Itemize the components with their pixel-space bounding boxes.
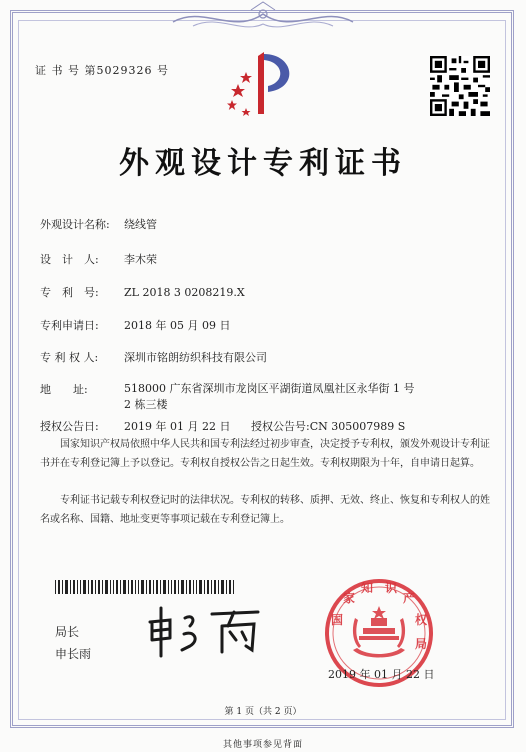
patent-number-value: ZL 2018 3 0208219.X	[124, 286, 245, 299]
pub-date-value: 2019 年 01 月 22 日	[124, 420, 231, 433]
filing-date-value: 2018 年 05 月 09 日	[124, 319, 231, 332]
pub-date-row	[40, 418, 230, 434]
legal-status-paragraph: 专利证书记载专利权登记时的法律状况。专利权的转移、质押、无效、终止、恢复和专利权人的姓名或名称、国籍、地址变更等事项记载在专利登记簿上。	[40, 495, 490, 525]
grant-paragraph: 国家知识产权局依照中华人民共和国专利法经过初步审查，决定授予专利权，颁发外观设计专利证书并在专利登记簿上予以登记。专利权自授权公告之日起生效。专利权期限为十年，自申请日起算。	[40, 439, 490, 469]
pub-date-label: 授权公告日:	[40, 420, 99, 433]
pub-number-label: 授权公告号:	[251, 420, 310, 433]
seal-char-7: 局	[415, 637, 428, 651]
filing-date-row	[40, 317, 230, 333]
address-label: 地 址:	[40, 383, 88, 396]
patentee-label: 专 利 权 人:	[40, 351, 99, 364]
address-line-1: 518000 广东省深圳市龙岗区平湖街道凤凰社区永华街 1 号	[124, 382, 415, 395]
seal-date: 2019 年 01 月 22 日	[328, 668, 435, 681]
seal-char-2: 家	[343, 591, 356, 605]
pub-number-row	[251, 418, 405, 434]
designer-label: 设 计 人:	[40, 253, 99, 266]
patent-office-logo	[224, 46, 304, 120]
page-number: 第 1 页（共 2 页）	[224, 707, 302, 717]
pub-number-value: CN 305007989 S	[309, 420, 406, 433]
address-value	[124, 381, 424, 413]
decorative-ornament	[163, 0, 363, 40]
patent-number-label: 专 利 号:	[40, 286, 99, 299]
certificate-title: 外观设计专利证书	[119, 146, 407, 181]
design-name-value: 绕线管	[124, 218, 157, 231]
director-title: 局长	[55, 625, 80, 639]
director-signature	[140, 600, 270, 660]
barcode	[55, 580, 235, 594]
address-line-2: 2 栋三楼	[124, 398, 168, 411]
design-name-row	[40, 216, 157, 232]
seal-char-1: 国	[331, 613, 344, 627]
patentee-row	[40, 349, 267, 365]
back-note: 其他事项参见背面	[222, 740, 303, 750]
seal-char-6: 权	[415, 613, 428, 627]
patentee-value: 深圳市铭朗纺织科技有限公司	[124, 351, 267, 364]
seal-char-3: 知	[361, 581, 374, 595]
designer-row	[40, 251, 157, 267]
certificate-number: 证 书 号 第5029326 号	[35, 64, 169, 77]
filing-date-label: 专利申请日:	[40, 319, 99, 332]
director-name: 申长雨	[55, 647, 92, 661]
qr-code	[430, 56, 490, 116]
seal-char-4: 识	[385, 581, 398, 595]
design-name-label: 外观设计名称:	[40, 218, 110, 231]
address-row	[40, 381, 124, 397]
designer-value: 李木荣	[124, 253, 157, 266]
patent-number-row	[40, 284, 245, 300]
seal-char-5: 产	[403, 591, 416, 605]
